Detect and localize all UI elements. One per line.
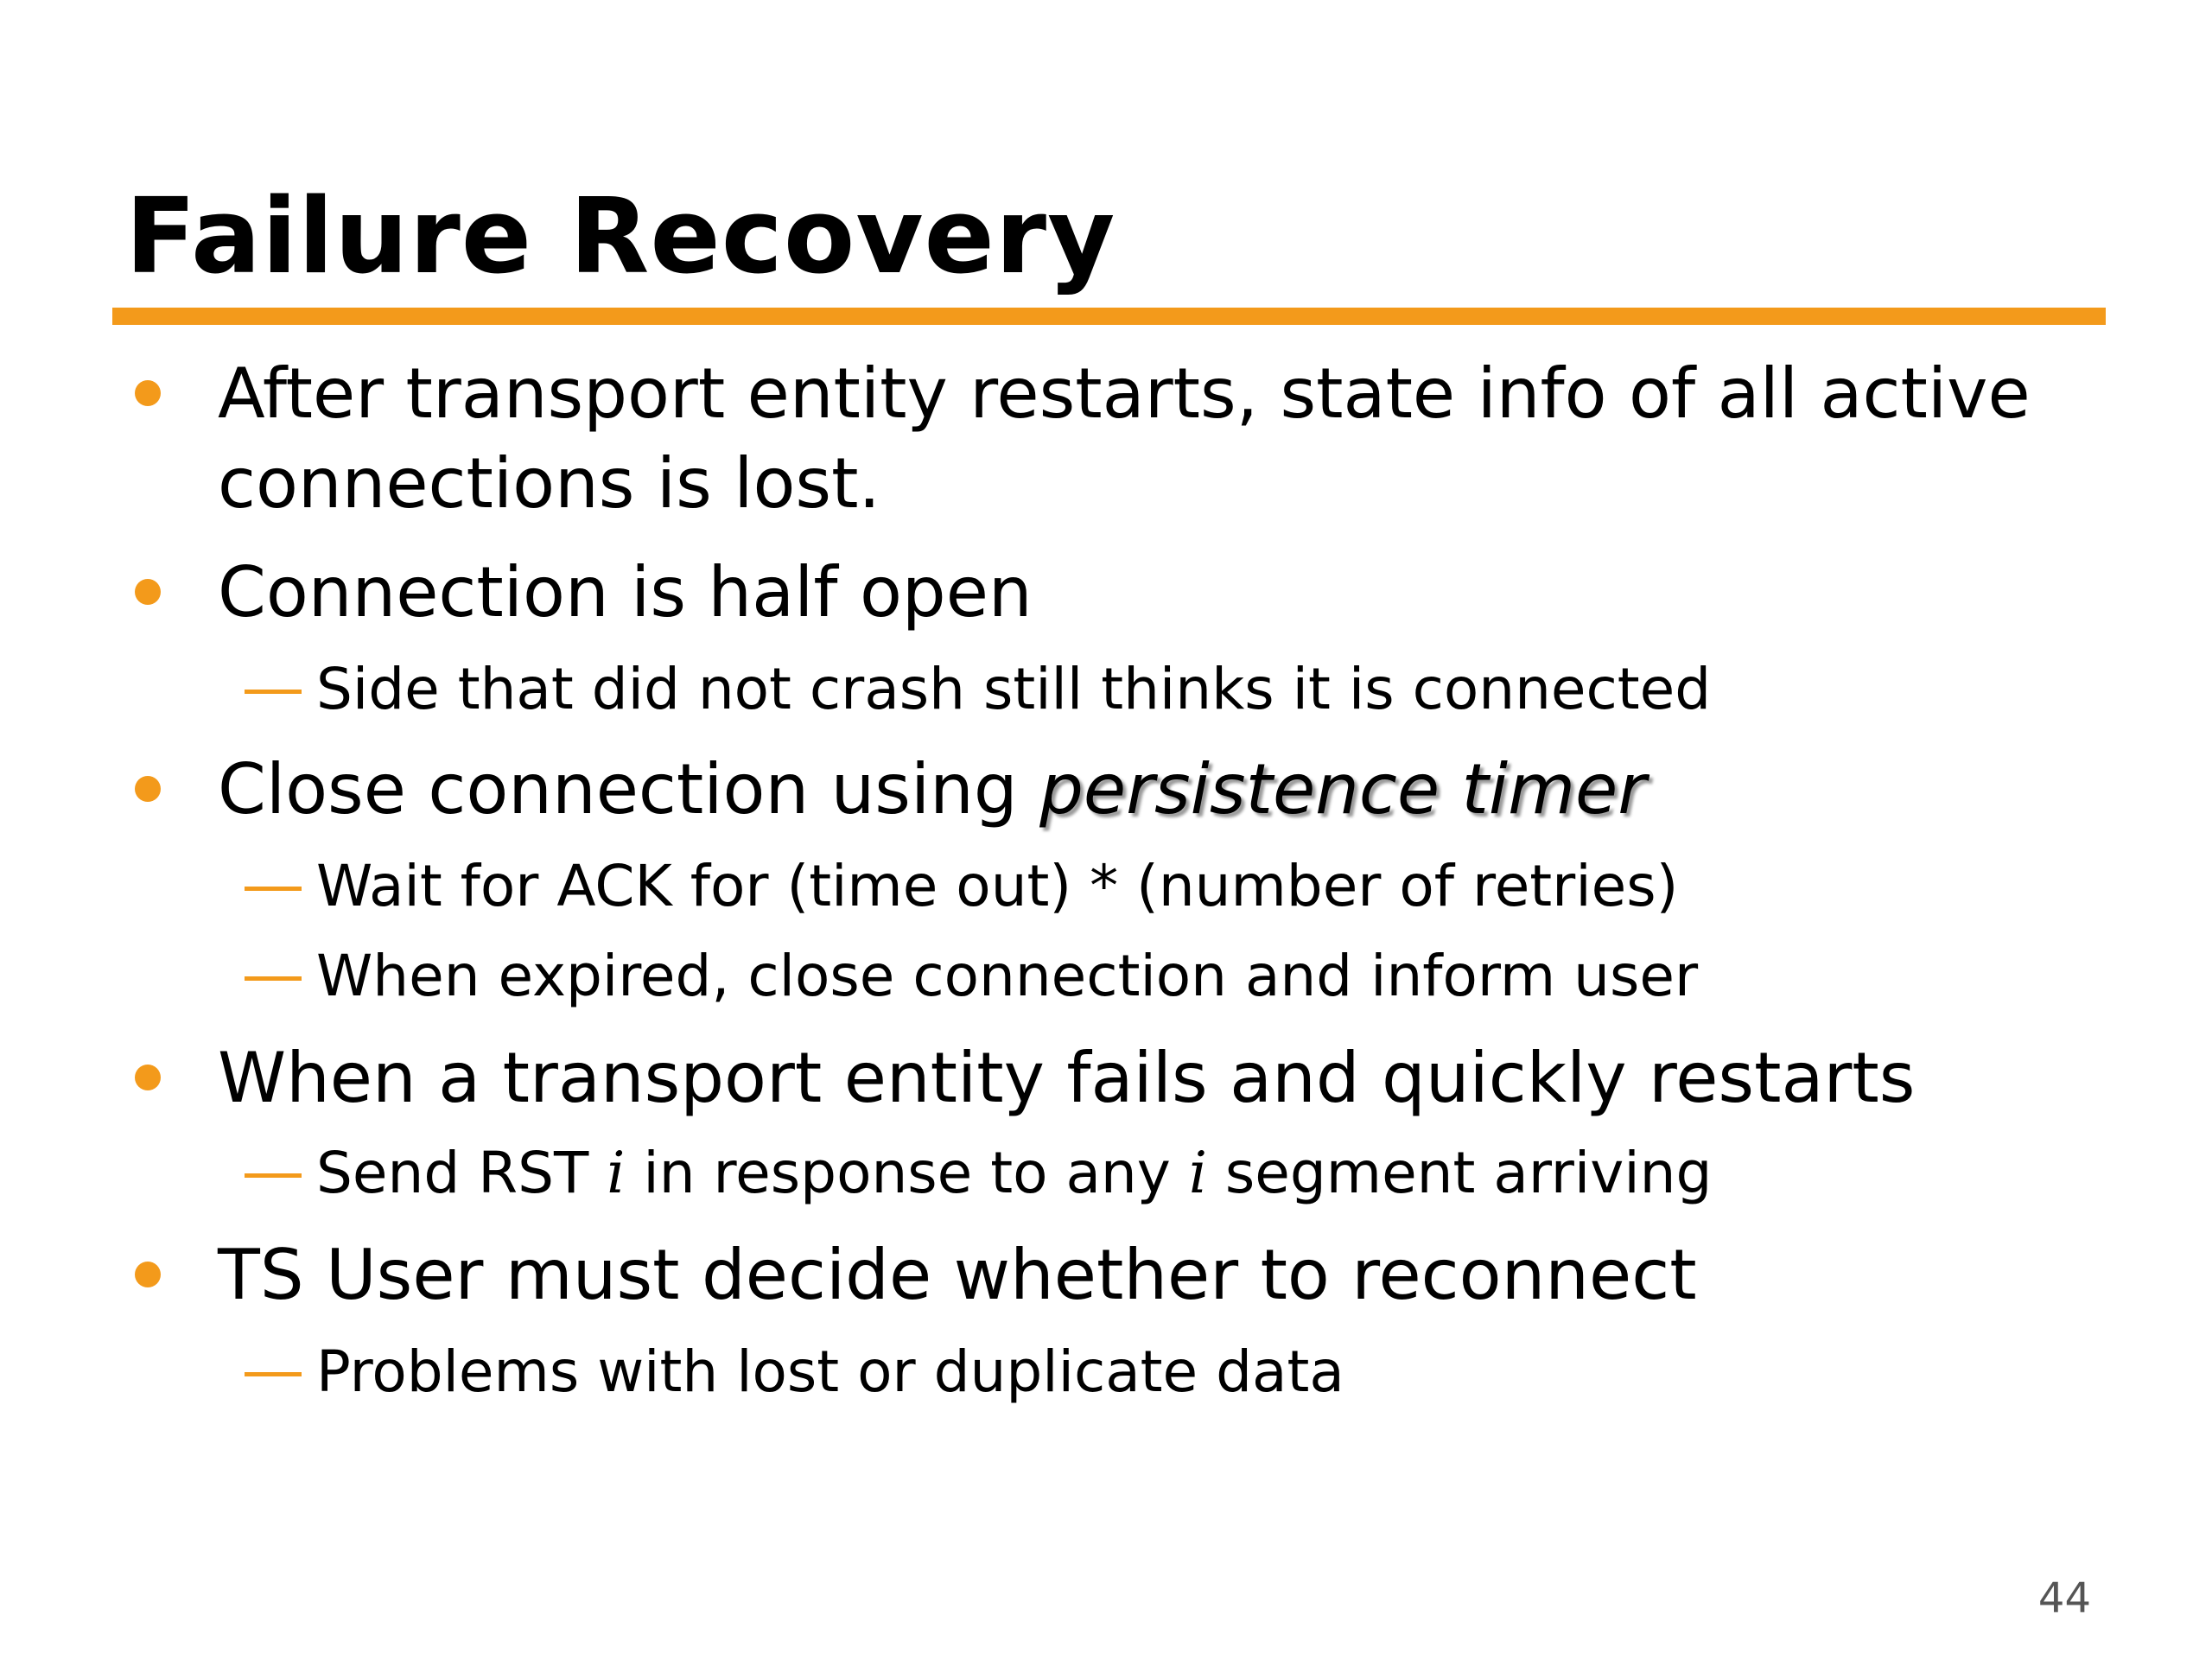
bullet-item [218,745,1646,835]
bullet-dot [135,1065,161,1090]
variable-i: i [1188,1140,1207,1206]
dash-marker [245,1173,302,1178]
emphasized-term: persistence timer [1039,749,1647,830]
bullet-dot [135,380,161,406]
dash-marker [245,887,302,891]
title-underline [112,308,2106,325]
bullet-item [218,1230,1697,1320]
bullet-item [218,548,1033,638]
bullet-text: TS User must decide whether to reconnect [218,1235,1697,1315]
bullet-text: Close connection using [218,749,1040,830]
sub-bullet-text: Wait for ACK for (time out) * (number of retries) [316,853,1679,919]
bullet-text: When a transport entity fails and quickly restarts [218,1038,1916,1118]
sub-bullet-item [316,1334,1344,1410]
dash-marker [245,976,302,981]
sub-bullet-item [316,652,1711,728]
bullet-text: Connection is half open [218,552,1033,632]
sub-bullet-text-part: in response to any [625,1140,1189,1206]
sub-bullet-text-part: segment arriving [1206,1140,1713,1206]
sub-bullet-item [316,938,1698,1014]
bullet-text: After transport entity restarts, state info of all active [218,353,2031,434]
sub-bullet-item [316,849,1678,925]
bullet-item [218,349,2031,439]
sub-bullet-item [316,1135,1712,1211]
bullet-dot [135,776,161,802]
dash-marker [245,1372,302,1376]
variable-i: i [607,1140,626,1206]
bullet-item [218,1033,1915,1123]
sub-bullet-text-part: Send RST [316,1140,607,1206]
bullet-dot [135,579,161,605]
bullet-text: connections is lost. [218,443,880,524]
slide-title: Failure Recovery [125,177,1116,297]
sub-bullet-text: Problems with lost or duplicate data [316,1338,1344,1405]
dash-marker [245,690,302,694]
sub-bullet-text: Side that did not crash still thinks it is connected [316,656,1712,722]
bullet-dot [135,1262,161,1287]
sub-bullet-text: When expired, close connection and inform user [316,943,1699,1009]
bullet-item-continuation [218,439,880,529]
page-number: 44 [2037,1574,2091,1623]
